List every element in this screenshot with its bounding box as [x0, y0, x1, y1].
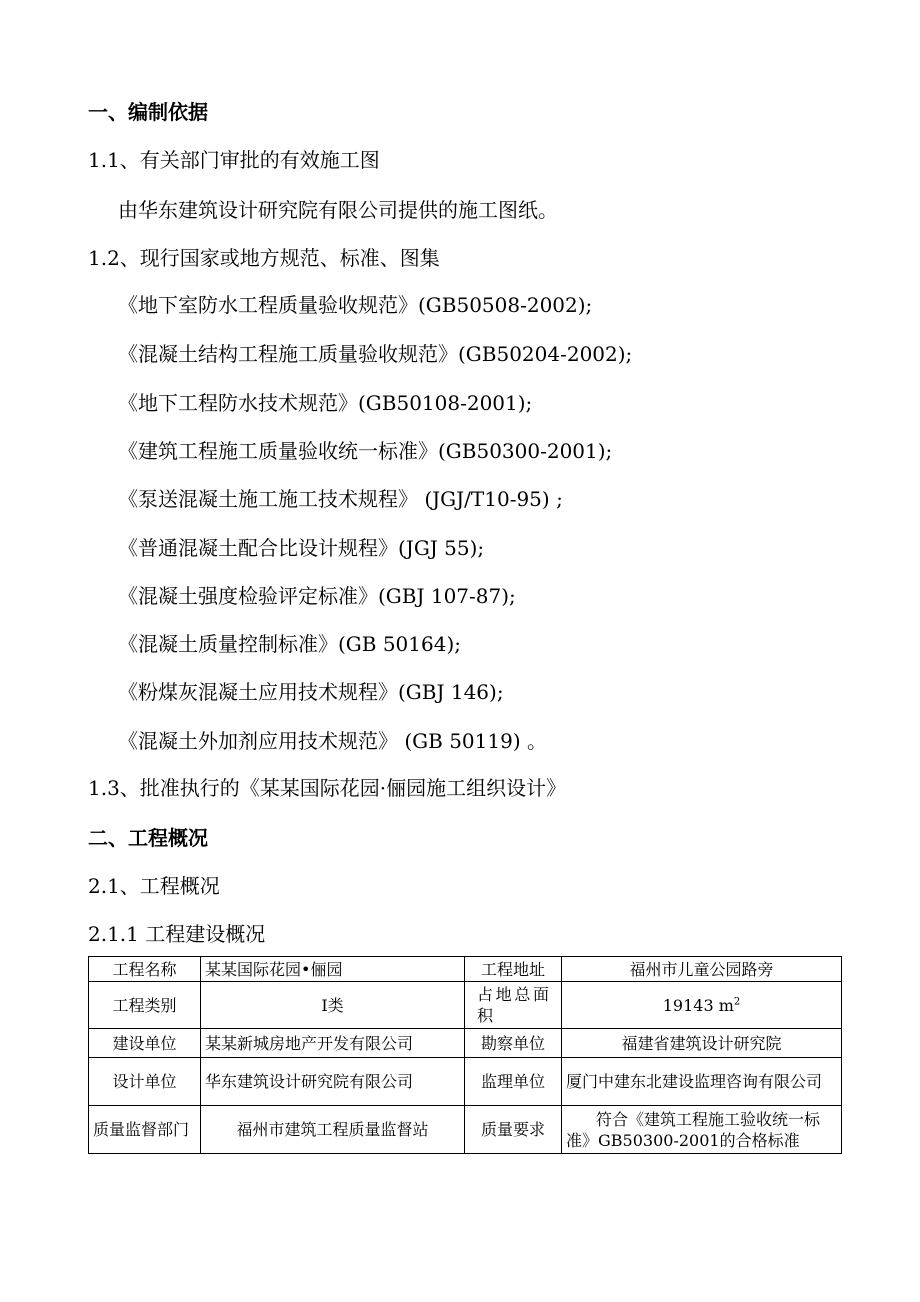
- table-cell: 某某新城房地产开发有限公司: [201, 1029, 465, 1058]
- table-cell: 占地总面积: [465, 982, 562, 1029]
- table-cell-area: [562, 982, 842, 1029]
- project-info-table: [88, 956, 842, 1154]
- table-row: [89, 957, 842, 982]
- table-cell: 华东建筑设计研究院有限公司: [201, 1058, 465, 1106]
- section-2-heading: 二、工程概况: [88, 826, 208, 850]
- table-cell: 质量监督部门: [89, 1106, 201, 1154]
- table-cell: 工程类别: [89, 982, 201, 1029]
- item-1-1-title: 1.1、有关部门审批的有效施工图: [88, 148, 380, 172]
- standard-item: 《混凝土强度检验评定标准》(GBJ 107-87);: [118, 584, 516, 608]
- table-cell: 符合《建筑工程施工验收统一标准》GB50300-2001的合格标准: [562, 1106, 842, 1154]
- standard-item: 《普通混凝土配合比设计规程》(JGJ 55);: [118, 536, 485, 560]
- section-1-heading: 一、编制依据: [88, 100, 208, 124]
- standard-item: 《地下工程防水技术规范》(GB50108-2001);: [118, 391, 533, 415]
- table-cell: 工程地址: [465, 957, 562, 982]
- item-1-1-text: 由华东建筑设计研究院有限公司提供的施工图纸。: [118, 198, 558, 222]
- table-cell: 工程名称: [89, 957, 201, 982]
- table-cell: 质量要求: [465, 1106, 562, 1154]
- standard-item: 《混凝土外加剂应用技术规范》 (GB 50119) 。: [118, 729, 547, 753]
- table-row: [89, 982, 842, 1029]
- standard-item: 《混凝土结构工程施工质量验收规范》(GB50204-2002);: [118, 342, 633, 366]
- table-row: [89, 1029, 842, 1058]
- standard-item: 《地下室防水工程质量验收规范》(GB50508-2002);: [118, 293, 593, 317]
- standard-item: 《混凝土质量控制标准》(GB 50164);: [118, 632, 461, 656]
- table-cell: 福建省建筑设计研究院: [562, 1029, 842, 1058]
- item-1-3-title: 1.3、批准执行的《某某国际花园·俪园施工组织设计》: [88, 776, 567, 800]
- item-1-2-title: 1.2、现行国家或地方规范、标准、图集: [88, 246, 440, 270]
- table-cell: 勘察单位: [465, 1029, 562, 1058]
- table-cell: 监理单位: [465, 1058, 562, 1106]
- table-cell: 设计单位: [89, 1058, 201, 1106]
- standard-item: 《泵送混凝土施工施工技术规程》 (JGJ/T10-95) ;: [118, 487, 563, 511]
- standard-item: 《粉煤灰混凝土应用技术规程》(GBJ 146);: [118, 680, 504, 704]
- table-cell: 建设单位: [89, 1029, 201, 1058]
- table-cell: 福州市儿童公园路旁: [562, 957, 842, 982]
- table-cell: 福州市建筑工程质量监督站: [201, 1106, 465, 1154]
- standard-item: 《建筑工程施工质量验收统一标准》(GB50300-2001);: [118, 439, 613, 463]
- section-2-1-1-title: 2.1.1 工程建设概况: [88, 922, 266, 946]
- table-row: [89, 1058, 842, 1106]
- table-cell: 某某国际花园•俪园: [201, 957, 465, 982]
- area-value: 19143 m: [662, 995, 734, 1015]
- table-cell: Ⅰ类: [201, 982, 465, 1029]
- table-cell: 厦门中建东北建设监理咨询有限公司: [562, 1058, 842, 1106]
- section-2-1-title: 2.1、工程概况: [88, 874, 220, 898]
- area-unit-superscript: 2: [733, 996, 741, 1008]
- table-row: [89, 1106, 842, 1154]
